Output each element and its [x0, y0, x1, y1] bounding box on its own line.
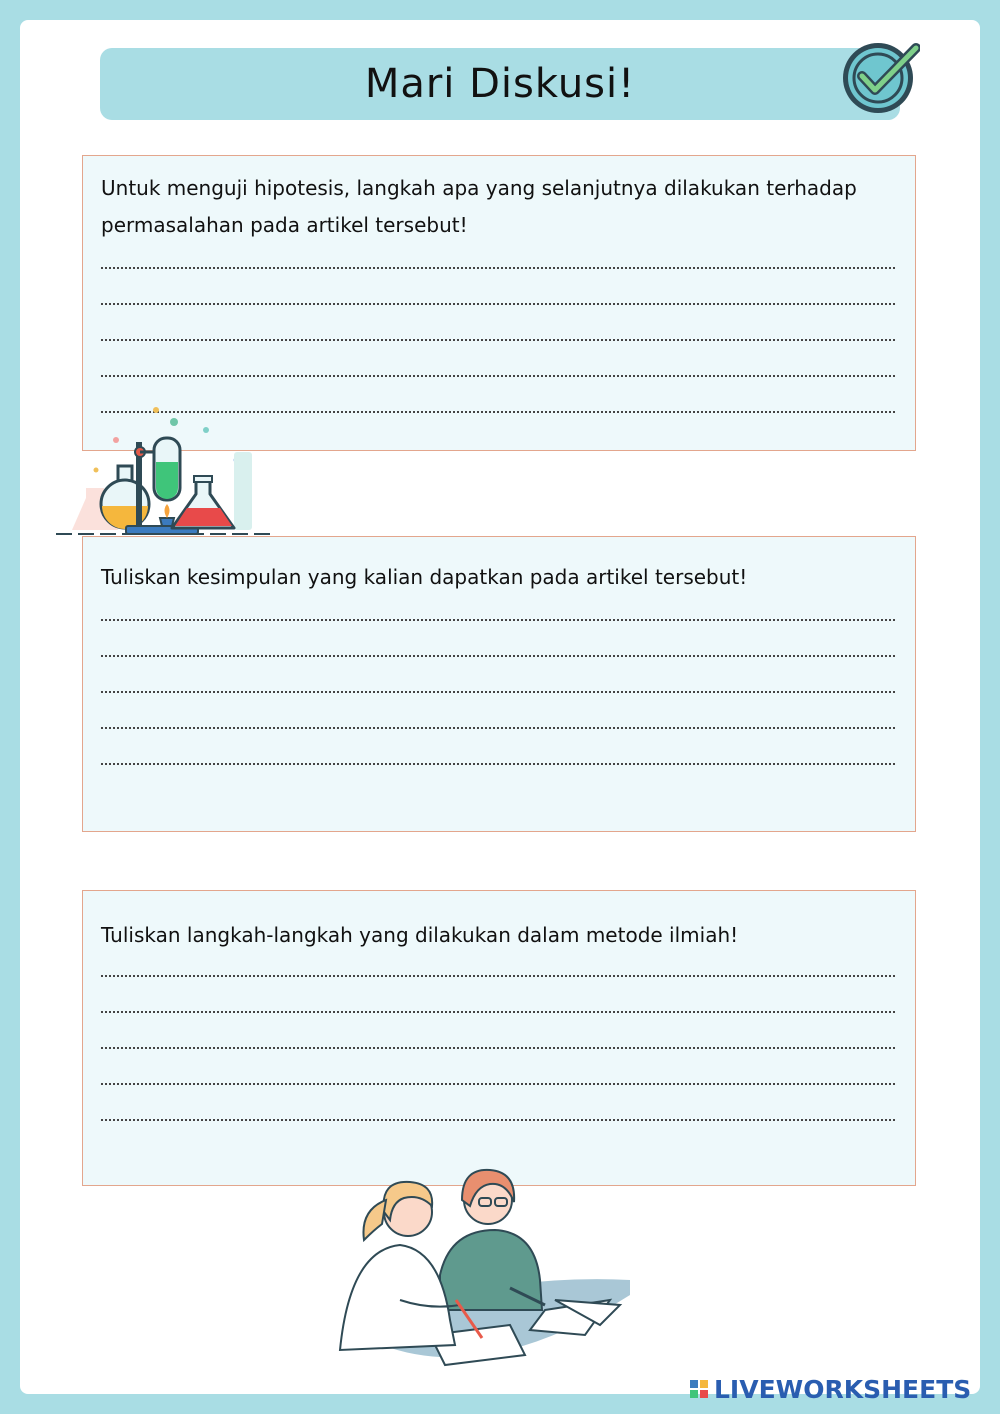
question-2-text: Tuliskan kesimpulan yang kalian dapatkan pada artikel tersebut!: [101, 565, 748, 589]
liveworksheets-logo: [690, 1374, 971, 1404]
answer-line[interactable]: [101, 375, 895, 377]
question-1-text: Untuk menguji hipotesis, langkah apa yang selanjutnya dilakukan terhadap permasalahan pada artikel tersebut!: [101, 176, 857, 237]
brand-text: LIVEWORKSHEETS: [714, 1374, 972, 1404]
answer-line[interactable]: [101, 619, 895, 621]
logo-blocks-icon: [690, 1380, 708, 1398]
answer-line[interactable]: [101, 655, 895, 657]
students-discussing-illustration: [330, 1160, 640, 1380]
question-3-text: Tuliskan langkah-langkah yang dilakukan dalam metode ilmiah!: [101, 923, 739, 947]
answer-line[interactable]: [101, 303, 895, 305]
question-panel-3: [82, 890, 916, 1186]
page-title: Mari Diskusi!: [364, 61, 636, 107]
answer-line[interactable]: [101, 727, 895, 729]
check-badge-icon: [840, 38, 920, 118]
answer-line[interactable]: [101, 339, 895, 341]
answer-line[interactable]: [101, 691, 895, 693]
answer-line[interactable]: [101, 763, 895, 765]
answer-line[interactable]: [101, 1083, 895, 1085]
title-banner: [100, 48, 900, 120]
answer-line[interactable]: [101, 975, 895, 977]
answer-line[interactable]: [101, 1119, 895, 1121]
question-panel-2: [82, 536, 916, 832]
answer-line[interactable]: [101, 1011, 895, 1013]
lab-equipment-illustration: [56, 400, 271, 540]
answer-line[interactable]: [101, 267, 895, 269]
answer-line[interactable]: [101, 1047, 895, 1049]
